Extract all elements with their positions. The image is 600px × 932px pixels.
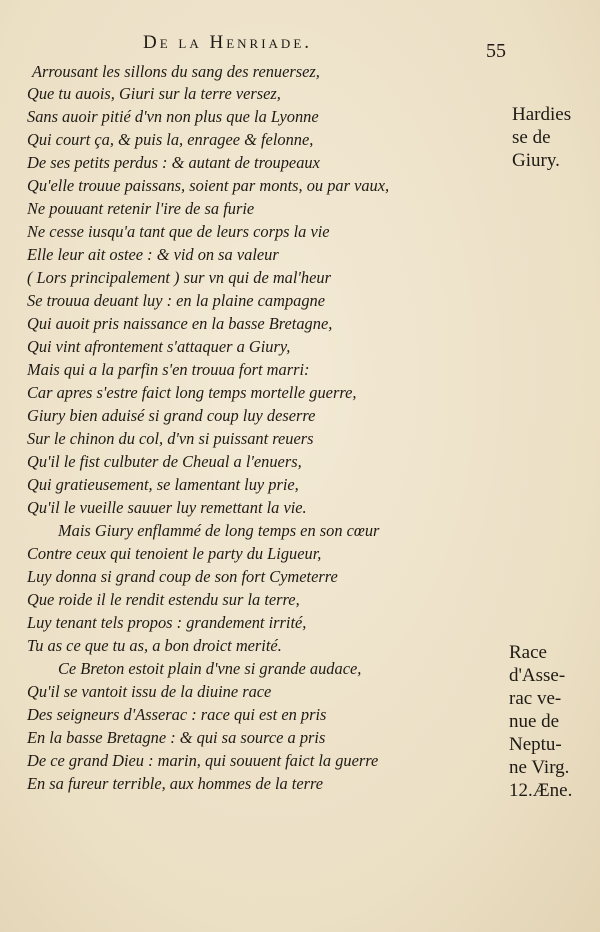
verse-line: Sans auoir pitié d'vn non plus que la Lyonne [27, 107, 319, 126]
verse-line: Giury bien aduisé si grand coup luy deserre [27, 406, 316, 425]
margin-note-line: d'Asse- [509, 665, 566, 686]
margin-note-line: se de [512, 127, 551, 148]
margin-note-line: rac ve- [509, 688, 562, 709]
verse-line: Qui vint afrontement s'attaquer a Giury, [27, 337, 291, 356]
verse-line: Se trouua deuant luy : en la plaine campagne [27, 291, 326, 310]
margin-note [512, 103, 571, 172]
verse-line: Ce Breton estoit plain d'vne si grande audace, [58, 659, 362, 678]
verse-line: Que roide il le rendit estendu sur la terre, [27, 590, 300, 609]
page-number: 55 [486, 40, 506, 62]
verse-line: Qu'il se vantoit issu de la diuine race [27, 682, 272, 701]
margin-note [509, 641, 572, 802]
verse-line: ( Lors principalement ) sur vn qui de mal'heur [27, 268, 331, 287]
verse-line: En sa fureur terrible, aux hommes de la terre [27, 774, 324, 793]
verse-line: De ce grand Dieu : marin, qui souuent faict la guerre [27, 751, 379, 770]
verse-line: Car apres s'estre faict long temps mortelle guerre, [27, 383, 357, 402]
verse-line: Qu'il le vueille sauuer luy remettant la vie. [27, 498, 307, 517]
verse-line: Que tu auois, Giuri sur la terre versez, [27, 84, 281, 103]
verse-line: Qui court ça, & puis la, enragee & felonne, [27, 130, 314, 149]
running-header: De la Henriade. [143, 32, 313, 53]
verse-line: Sur le chinon du col, d'vn si puissant reuers [27, 429, 314, 448]
margin-note-line: nue de [509, 711, 560, 732]
margin-note-line: ne Virg. [509, 757, 570, 778]
verse-line: Ne cesse iusqu'a tant que de leurs corps la vie [27, 222, 330, 241]
margin-note-line: Hardies [512, 104, 572, 125]
verse-line: Tu as ce que tu as, a bon droict merité. [27, 636, 282, 655]
verse-line: En la basse Bretagne : & qui sa source a pris [27, 728, 326, 747]
verse-line: De ses petits perdus : & autant de troupeaux [27, 153, 320, 172]
verse-line: Ne pouuant retenir l'ire de sa furie [27, 199, 255, 218]
verse-line: Luy tenant tels propos : grandement irrité, [27, 613, 307, 632]
verse-line: Qu'elle trouue paissans, soient par monts, ou par vaux, [27, 176, 390, 195]
margin-note-line: Race [509, 642, 547, 663]
verse-line: Luy donna si grand coup de son fort Cymeterre [27, 567, 338, 586]
verse-line: Des seigneurs d'Asserac : race qui est en pris [27, 705, 327, 724]
verse-line: Mais qui a la parfin s'en trouua fort marri: [27, 360, 310, 379]
margin-note-line: Neptu- [509, 734, 562, 755]
margin-note-line: Giury. [512, 150, 560, 171]
verse-line: Qui auoit pris naissance en la basse Bretagne, [27, 314, 333, 333]
verse-line: Mais Giury enflammé de long temps en son cœur [58, 521, 380, 540]
verse-line: Elle leur ait ostee : & vid on sa valeur [27, 245, 279, 264]
verse-line: Qui gratieusement, se lamentant luy prie, [27, 475, 299, 494]
verse-line: Contre ceux qui tenoient le party du Ligueur, [27, 544, 322, 563]
verse-line: Qu'il le fist culbuter de Cheual a l'enuers, [27, 452, 302, 471]
margin-note-line: 12.Æne. [509, 780, 573, 801]
verse-line: Arrousant les sillons du sang des renuersez, [32, 62, 320, 81]
